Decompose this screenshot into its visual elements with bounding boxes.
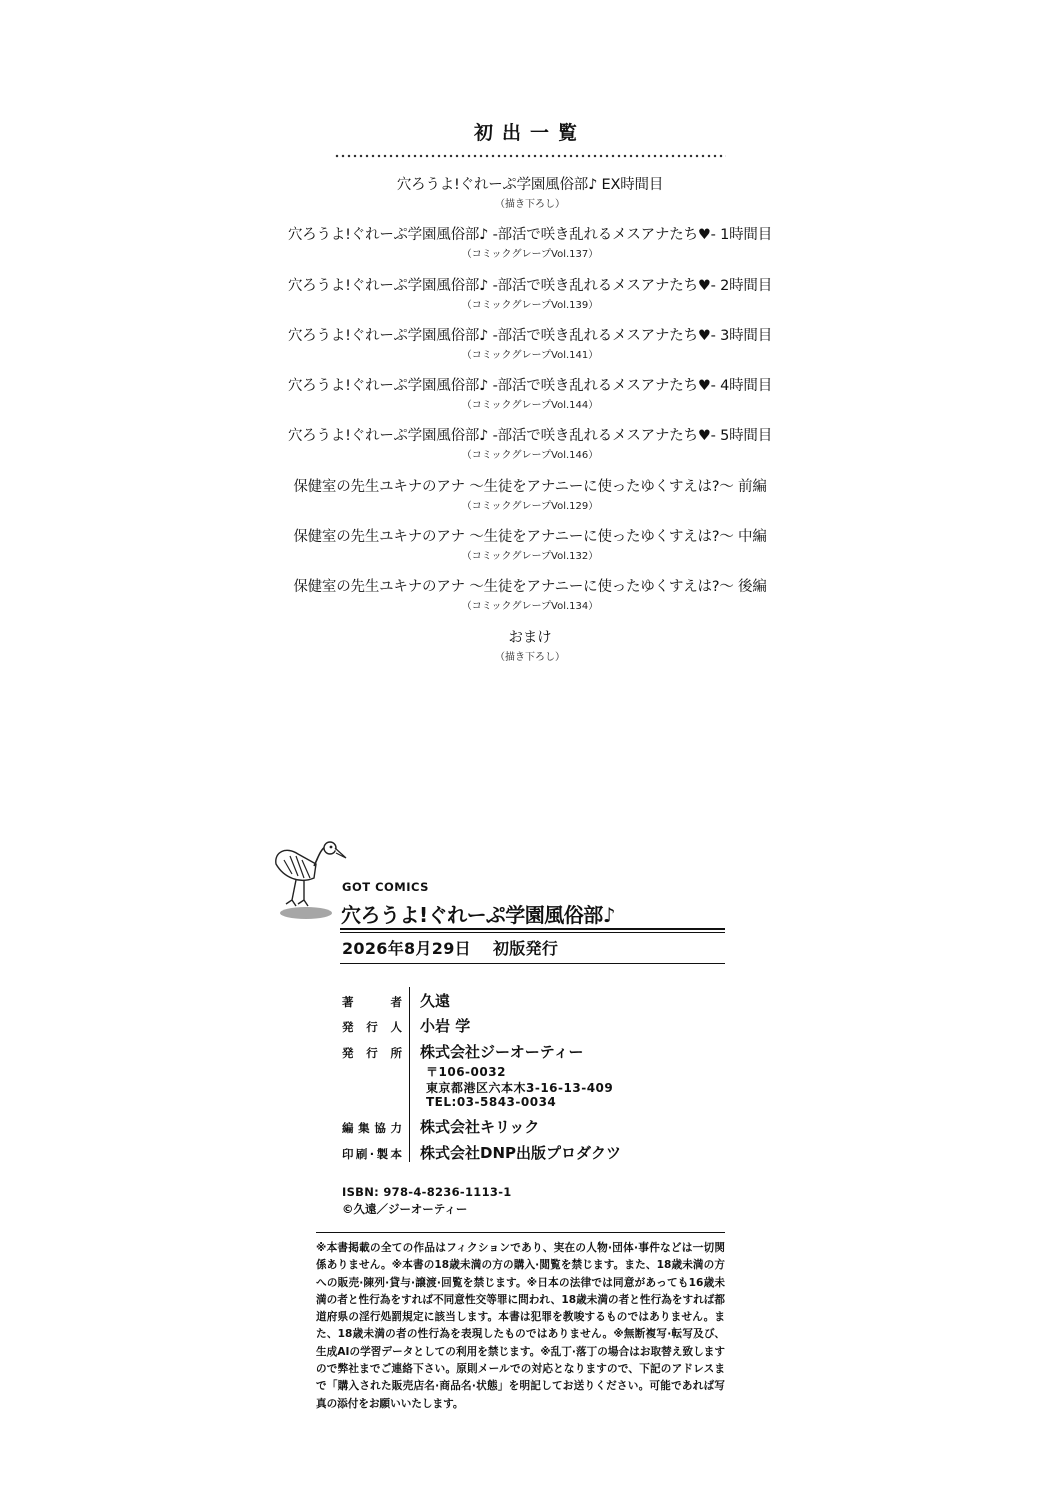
title-rule <box>340 928 725 930</box>
entry-title: 保健室の先生ユキナのアナ 〜生徒をアナニーに使ったゆくすえは?〜 前編 <box>293 478 767 495</box>
entry-title: 穴ろうよ!ぐれーぷ学園風俗部♪ -部活で咲き乱れるメスアナたち♥- 3時間目 <box>287 327 773 344</box>
telephone: TEL:03-5843-0034 <box>426 1095 557 1109</box>
entry-title: 穴ろうよ!ぐれーぷ学園風俗部♪ -部活で咲き乱れるメスアナたち♥- 1時間目 <box>287 227 773 244</box>
entry-source: （コミックグレープVol.141） <box>461 349 599 361</box>
entry-title: 穴ろうよ!ぐれーぷ学園風俗部♪ -部活で咲き乱れるメスアナたち♥- 2時間目 <box>287 277 773 294</box>
publication-date <box>342 936 558 959</box>
notice-rule <box>316 1232 725 1233</box>
entry-source: （コミックグレープVol.132） <box>461 551 599 563</box>
isbn: ISBN: 978-4-8236-1113-1 <box>342 1185 512 1199</box>
entry-source: （コミックグレープVol.139） <box>461 299 599 311</box>
entry-title: おまけ <box>508 629 552 646</box>
entry-title: 穴ろうよ!ぐれーぷ学園風俗部♪ -部活で咲き乱れるメスアナたち♥- 5時間目 <box>287 428 773 445</box>
credit-label-author: 著者 <box>342 995 402 1009</box>
entry-source: （コミックグレープVol.144） <box>461 400 599 412</box>
credit-label-printing: 印刷·製本 <box>342 1147 402 1161</box>
credit-label-publisher-person: 発行人 <box>342 1020 402 1034</box>
date-rule <box>340 963 725 964</box>
credit-value-author: 久遠 <box>420 992 451 1010</box>
legal-notice: ※本書掲載の全ての作品はフィクションであり、実在の人物·団体·事件などは一切関係ありません。※本書の18歳未満の方の購入·閲覧を禁じます。また、18歳未満の方への販売·陳列·貸与·譲渡·回覧を禁じます。※日本の法律では同意があっても16歳未満の者と性行為をすれば不同意性交等罪に問われ、18歳未満の者と性行為をすれば都道府県の淫行処罰規定に該当します。本書は犯罪を教唆するものではありません。また、18歳未満の者の性行為を表現したものではありません。※無断複写·転写及び、生成AIの学習データとしての利用を禁じます。※乱丁·落丁の場合はお取替え致しますので弊社までご連絡下さい。原則メールでの対応となりますので、下記のアドレスまで「購入された販売店名·商品名·状態」を明記してお送りください。可能であれば写真の添付をお願いいたします。 <box>316 1242 725 1410</box>
credit-value-publisher-person: 小岩 学 <box>420 1017 471 1035</box>
entry-title: 保健室の先生ユキナのアナ 〜生徒をアナニーに使ったゆくすえは?〜 中編 <box>293 529 767 546</box>
entry-source: （コミックグレープVol.134） <box>461 601 599 613</box>
entry-source: （コミックグレープVol.146） <box>461 450 599 462</box>
series-name: GOT COMICS <box>342 880 429 894</box>
entry-source: （コミックグレープVol.137） <box>461 249 599 261</box>
entry-title: 穴ろうよ!ぐれーぷ学園風俗部♪ -部活で咲き乱れるメスアナたち♥- 4時間目 <box>287 378 773 395</box>
street-address: 東京都港区六本木3-16-13-409 <box>426 1081 614 1095</box>
credit-value-publisher: 株式会社ジーオーティー <box>420 1043 584 1061</box>
list-heading: 初出一覧 <box>473 122 586 144</box>
entry-title: 保健室の先生ユキナのアナ 〜生徒をアナニーに使ったゆくすえは?〜 後編 <box>293 579 767 596</box>
credit-value-editing: 株式会社キリック <box>420 1118 540 1136</box>
title-rule-thin <box>340 932 725 933</box>
postal-code: 〒106-0032 <box>426 1065 506 1079</box>
credit-label-publisher: 発行所 <box>342 1046 402 1060</box>
edition-label: 初版発行 <box>492 939 559 958</box>
entry-title: 穴ろうよ!ぐれーぷ学園風俗部♪ EX時間目 <box>396 177 664 193</box>
date-value: 2026年8月29日 <box>342 939 471 958</box>
credits-separator <box>409 987 410 1162</box>
entry-source: （描き下ろし） <box>495 199 565 210</box>
entry-source: （コミックグレープVol.129） <box>461 500 599 512</box>
credit-value-printing: 株式会社DNP出版プロダクツ <box>420 1144 621 1162</box>
copyright: ©久遠／ジーオーティー <box>342 1202 468 1216</box>
credit-label-editing: 編集協力 <box>342 1121 402 1135</box>
entry-source: （描き下ろし） <box>495 651 565 663</box>
book-title: 穴ろうよ!ぐれーぷ学園風俗部♪ <box>341 903 615 927</box>
